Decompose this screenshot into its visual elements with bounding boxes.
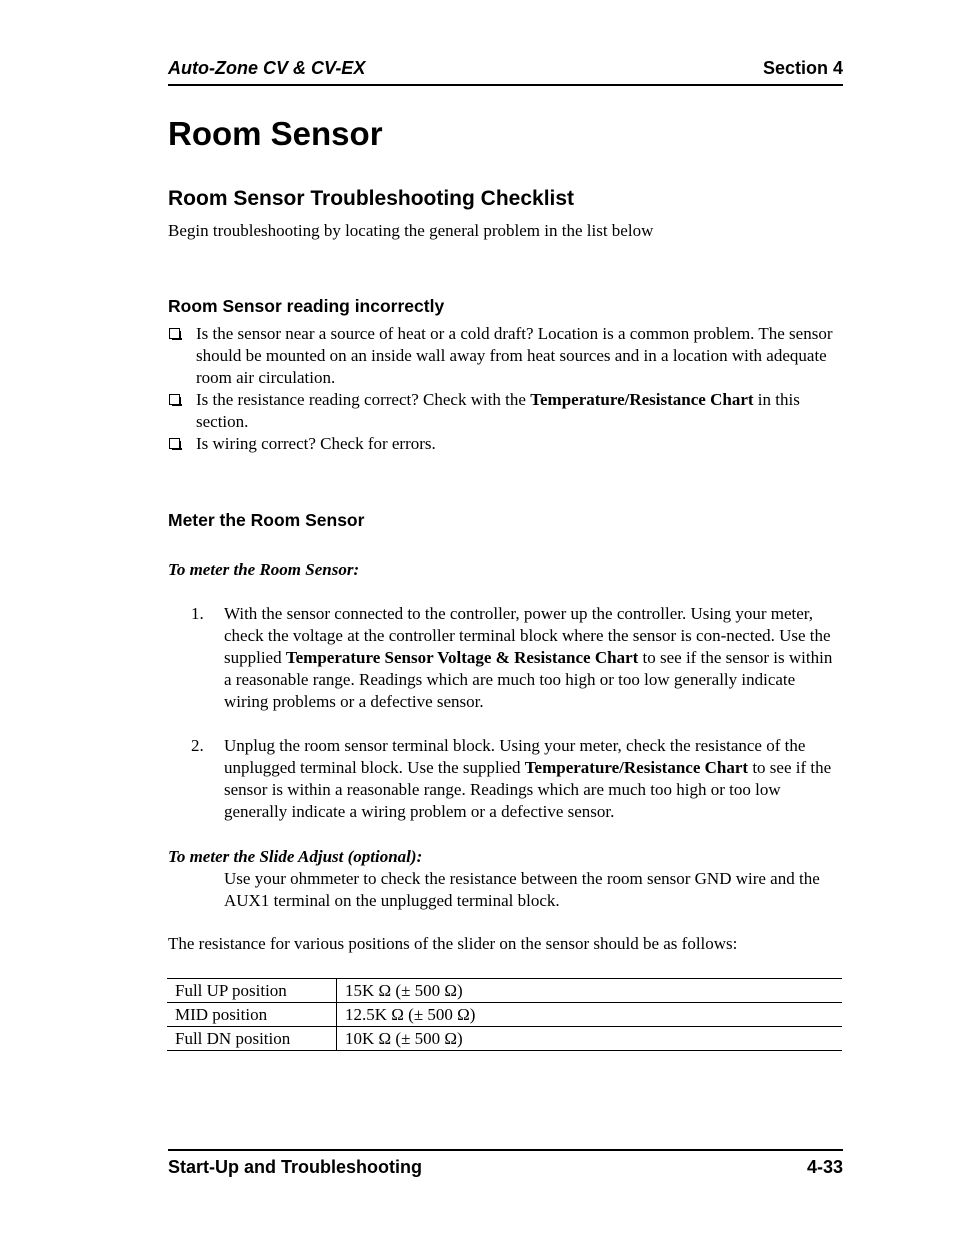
step-text-post: to see if the sensor is within a reasonable range. Readings which are much too high or too low generally indicate a wiring problem or a defective sensor.: [224, 758, 832, 821]
reading-incorrectly-heading: Room Sensor reading incorrectly: [168, 296, 445, 316]
step-number: 1.: [191, 604, 204, 623]
checklist-item: [168, 323, 848, 389]
checklist-item: [168, 389, 848, 433]
table-row: [167, 1027, 842, 1051]
footer-page-number: 4-33: [806, 1157, 843, 1177]
table-row: [167, 1003, 842, 1027]
header-product-name: Auto-Zone CV & CV-EX: [168, 58, 366, 78]
checklist-item: [168, 433, 848, 455]
step-text-bold: Temperature Sensor Voltage & Resistance Chart: [285, 648, 639, 667]
meter-steps-list: [168, 603, 843, 845]
step-text-pre: With the sensor connected to the controller, power up the controller. Using your meter, check the voltage at the controller terminal block where the sensor is con-nected. Use the supplied: [224, 604, 831, 667]
meter-step: [168, 735, 843, 823]
step-text-pre: Unplug the room sensor terminal block. Using your meter, check the resistance of the unplugged terminal block. Use the supplied: [224, 736, 806, 777]
resistance-intro: The resistance for various positions of the slider on the sensor should be as follows:: [168, 934, 738, 953]
slide-adjust-heading: To meter the Slide Adjust (optional):: [168, 847, 423, 866]
page-header: [168, 58, 843, 86]
step-number: 2.: [191, 736, 204, 755]
position-cell: Full DN position: [167, 1027, 337, 1051]
checklist-item-text-bold: Temperature/Resistance Chart: [530, 390, 754, 409]
value-cell: 15K Ω (± 500 Ω): [337, 979, 843, 1003]
step-text-bold: Temperature/Resistance Chart: [524, 758, 749, 777]
checkbox-icon: [169, 394, 180, 405]
page-title: Room Sensor: [168, 115, 383, 152]
checklist-item-text: Is the sensor near a source of heat or a cold draft? Location is a common problem. The sensor should be mounted on an inside wall away from heat sources and in a location with adequate room air circulation.: [196, 324, 833, 387]
checklist-item-text-post: in this section.: [196, 390, 800, 431]
value-cell: 10K Ω (± 500 Ω): [337, 1027, 843, 1051]
checkbox-icon: [169, 438, 180, 449]
header-section-label: Section 4: [762, 58, 843, 78]
position-cell: Full UP position: [167, 979, 337, 1003]
value-cell: 12.5K Ω (± 500 Ω): [337, 1003, 843, 1027]
footer-chapter-title: Start-Up and Troubleshooting: [168, 1157, 422, 1177]
meter-room-sensor-subheading: To meter the Room Sensor:: [168, 560, 360, 579]
position-cell: MID position: [167, 1003, 337, 1027]
slide-adjust-text: Use your ohmmeter to check the resistance between the room sensor GND wire and the AUX1 terminal on the unplugged terminal block.: [224, 869, 820, 910]
step-text-post: to see if the sensor is within a reasonable range. Readings which are much too high or too low generally indicate wiring problems or a defective sensor.: [224, 648, 833, 711]
reading-incorrectly-checklist: [168, 323, 848, 455]
page-footer: [168, 1149, 843, 1181]
meter-room-sensor-heading: Meter the Room Sensor: [168, 510, 365, 530]
checklist-item-text-pre: Is the resistance reading correct? Check with the: [196, 390, 531, 409]
meter-step: [168, 603, 843, 713]
checklist-intro: Begin troubleshooting by locating the general problem in the list below: [168, 221, 654, 240]
resistance-table: [167, 978, 842, 1051]
checklist-item-text: Is wiring correct? Check for errors.: [196, 434, 436, 453]
checklist-heading: Room Sensor Troubleshooting Checklist: [168, 187, 575, 210]
checkbox-icon: [169, 328, 180, 339]
table-row: [167, 979, 842, 1003]
